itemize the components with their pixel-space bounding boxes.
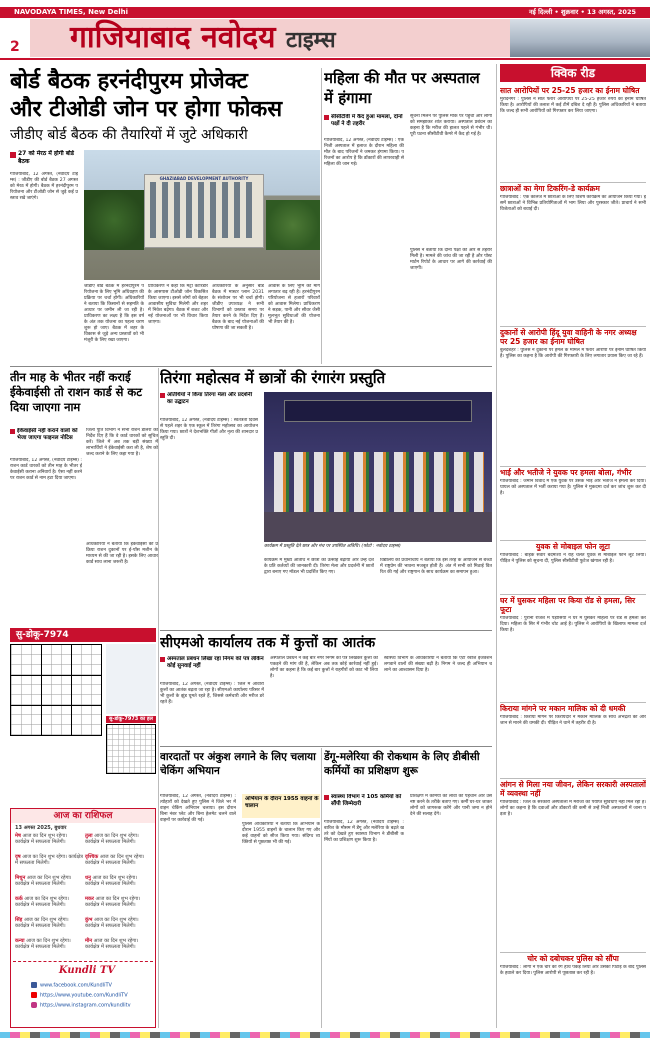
rashifal-sign: वृष आज का दिन शुभ रहेगा। कार्यक्षेत्र में सफलता मिलेगी। — [15, 854, 83, 866]
cmo-dogs-body-col2: अस्पताल प्रबंधन ने कई बार नगर निगम को पत्र लिखकर कुत्तों को पकड़ने की मांग की है, लेकिन अब तक कोई कार्रवाई नहीं हुई। लोगों का कहना है कि कई बार कुत्तों ने राहगीरों को काट भी लिया है। — [270, 656, 378, 679]
rashifal-sign: मीन आज का दिन शुभ रहेगा। कार्यक्षेत्र में सफलता मिलेगी। — [85, 938, 139, 950]
lead-bullet-box — [10, 150, 78, 170]
students-group — [274, 452, 484, 512]
tiranga-story — [160, 368, 492, 630]
divider — [500, 778, 646, 779]
lead-photo-building — [84, 150, 320, 280]
quick-read-headline-7: किराया मांगने पर मकान मालिक को दी धमकी — [500, 704, 626, 713]
lead-body-col1: गाजियाबाद, 12 अगस्त, (नवोदय टाइम्स) : जीडीए की बोर्ड बैठक 27 अगस्त को मेरठ में होगी। बैठक में हरनंदीपुरम परियोजना और टीओडी जोन से जुड़े कई प्रस्ताव रखे जाएंगे। — [10, 172, 78, 201]
page-number: 2 — [10, 39, 20, 55]
facebook-icon — [31, 982, 37, 988]
rashifal-sign: धनु आज का दिन शुभ रहेगा। कार्यक्षेत्र में सफलता मिलेगी। — [85, 875, 138, 887]
divider — [500, 952, 646, 953]
rashifal-box — [10, 808, 156, 1028]
quick-read-body-2: गाजियाबाद : एक कॉलेज में छात्राओं के लिए विशेष कार्यक्रम का आयोजन किया गया। इसमें छात्राओं ने विभिन्न प्रतियोगिताओं में भाग लिया और पुरस्कार जीते। प्राचार्य ने सभी विजेताओं को बधाई दी। — [500, 195, 646, 212]
masthead-rule — [0, 58, 650, 60]
rashifal-date: 13 अगस्त 2025, बुधवार — [15, 825, 67, 831]
quick-read-headline-6: घर में घुसकर महिला पर किया रॉड से हमला, सिर फूटा — [500, 596, 636, 614]
lead-story — [10, 68, 320, 364]
lead-body-col4: अधिकारियों के अनुसार बोर्ड बैठक में मास्टर प्लान 2031 के संशोधन पर भी चर्चा होगी। जीडीए उपाध्यक्ष ने सभी विभागों को प्रस्ताव समय पर तैयार करने के निर्देश दिए हैं। बैठक के बाद नई योजनाओं की घोषणा की जा सकती है। — [212, 284, 264, 331]
lead-headline-1: बोर्ड बैठक हरनंदीपुरम प्रोजेक्ट — [10, 69, 248, 94]
bullet-marker — [324, 795, 329, 800]
woman-death-bullet-box — [324, 114, 404, 134]
masthead — [0, 0, 650, 58]
quick-read-title: क्विक रीड — [550, 66, 596, 80]
bullet-marker — [324, 115, 329, 120]
dengue-body-col1: गाजियाबाद, 12 अगस्त, (नवोदय टाइम्स) : बारिश के मौसम में डेंगू और मलेरिया के बढ़ते खतरे को देखते हुए स्वास्थ्य विभाग ने डीबीसी कर्मियों का प्रशिक्षण शुरू किया है। — [324, 820, 404, 843]
woman-death-body-col3: पुलिस ने बताया कि दोनों पक्षों की ओर से तहरीर मिली है। मामले की जांच की जा रही है और पोस्टमार्टम रिपोर्ट के आधार पर आगे की कार्रवाई की जाएगी। — [410, 248, 492, 271]
column-rule — [321, 748, 322, 1028]
woman-death-body-col2: सूचना मिलने पर पुलिस मौके पर पहुंची और लोगों को समझाकर शांत कराया। अस्पताल प्रबंधन का कहना है कि मरीज की हालत पहले से गंभीर थी। पूरी घटना सीसीटीवी कैमरे में कैद हो गई है। — [410, 114, 492, 137]
edition-tag: NAVODAYA TIMES, New Delhi — [14, 8, 128, 16]
bullet-marker — [160, 657, 165, 662]
ekyc-body-col1: गाजियाबाद, 12 अगस्त, (नवोदय टाइम्स) : राशन कार्ड धारकों को तीन माह के भीतर ईकेवाईसी कराना अनिवार्य है। ऐसा नहीं करने पर राशन कार्ड से नाम हटा दिया जाएगा। — [10, 458, 82, 481]
ankush-bullet-box — [242, 794, 320, 818]
quick-read-headline-5: युवक से मोबाइल फोन लूटा — [536, 542, 610, 551]
ekyc-story — [10, 366, 156, 626]
divider — [160, 746, 492, 747]
column-rule — [321, 68, 322, 364]
bullet-marker — [10, 429, 15, 434]
bullet-marker — [160, 393, 165, 398]
woman-death-bullet: सीसीटीवी में कैद हुआ मामला, दोनों पक्षों ने दी तहरीर — [331, 114, 403, 127]
ankush-headline: वारदातों पर अंकुश लगाने के लिए चलाया चेकिंग अभियान — [160, 751, 316, 777]
ekyc-body-col3: अधिकारियों ने बताया कि ईकेवाईसी की प्रक्रिया राशन दुकानों पर ई-पॉस मशीन के माध्यम से की जा रही है। इसके लिए आधार कार्ड साथ लाना जरूरी है। — [86, 542, 158, 565]
quick-read-body-3: बुलंदशहर : पुलिस ने दुकानों पर हमले के मामले में फरार आरोपी पर ईनाम घोषित किया है। पुलिस का कहना है कि आरोपी की गिरफ्तारी के लिए लगातार प्रयास किए जा रहे हैं। — [500, 348, 646, 359]
kundli-link-youtube[interactable]: https://www.youtube.com/KundliTV — [31, 992, 153, 1000]
bullet-marker — [10, 152, 16, 158]
tiranga-body-col1: गाजियाबाद, 12 अगस्त, (नवोदय टाइम्स) : स्वतंत्रता दिवस से पहले शहर के एक स्कूल में तिरंगा महोत्सव का आयोजन किया गया। छात्रों ने देशभक्ति गीतों और नृत्य की शानदार प्रस्तुति दी। — [160, 418, 258, 441]
tree-left — [84, 190, 144, 250]
stage-floor — [264, 512, 492, 542]
rashifal-sign: कन्या आज का दिन शुभ रहेगा। कार्यक्षेत्र में सफलता मिलेगी। — [15, 938, 71, 950]
divider — [500, 540, 646, 541]
sudoku-box — [10, 628, 156, 804]
sudoku-answer-label: सु-डोकू-7973 का हल — [106, 716, 156, 723]
rashifal-sign: तुला आज का दिन शुभ रहेगा। कार्यक्षेत्र में सफलता मिलेगी। — [85, 833, 139, 845]
lead-body-col2: जीडीए बोर्ड बैठक में हरनंदीपुरम परियोजना के लिए भूमि अधिग्रहण की प्रक्रिया पर चर्चा होगी। अधिकारियों ने बताया कि किसानों से सहमति के आधार पर जमीन ली जा रही है। प्राधिकरण का लक्ष्य है कि इस वर्ष के अंत तक योजना का पहला चरण शुरू हो जाए। बैठक में शहर के विकास से जुड़े अन्य प्रस्तावों को भी मंजूरी के लिए रखा जाएगा। — [84, 284, 144, 343]
quick-read-headline-8: आंगन से मिला नया जीवन, लेकिन सरकारी अस्पतालों में व्यवस्था नहीं — [500, 780, 646, 798]
tiranga-body-col2: कार्यक्रम में मुख्य अतिथि ने छात्रों का उत्साह बढ़ाया और उन्हें देश के प्रति कर्तव्यों की जानकारी दी। तिरंगा मेला और प्रदर्शनी में छात्रों द्वारा बनाए गए मॉडल भी प्रदर्शित किए गए। — [264, 558, 374, 575]
quick-read-sidebar — [500, 64, 646, 1024]
woman-death-headline: महिला की मौत पर अस्पताल में हंगामा — [324, 69, 480, 107]
rashifal-signs-left — [15, 833, 83, 959]
divider — [500, 182, 646, 183]
divider — [500, 466, 646, 467]
rashifal-title: आज का राशिफल — [53, 811, 113, 821]
ekyc-body-col2: जिला पूर्ति विभाग ने सभी राशन डीलरों को निर्देश दिए हैं कि वे कार्ड धारकों को सूचित करें। जिले में अब तक बड़ी संख्या में लाभार्थियों ने ईकेवाईसी करा ली है, शेष को जल्द कराने के लिए कहा गया है। — [86, 428, 158, 457]
quick-read-body-4: गाजियाबाद : जमीन विवाद में एक युवक पर उसके भाई और भतीजे ने हमला कर दिया। घायल को अस्पताल में भर्ती कराया गया है। पुलिस ने मुकदमा दर्ज कर जांच शुरू कर दी है। — [500, 479, 646, 496]
lead-body-col3: प्राधिकरण ने कहा कि मेट्रो कॉरिडोर के आसपास टीओडी जोन विकसित किया जाएगा। इससे लोगों को बेहतर आवासीय सुविधा मिलेगी और शहर में निवेश बढ़ेगा। बैठक में बजट और नई योजनाओं पर भी विचार किया जाएगा। — [148, 284, 208, 325]
tree-right — [266, 200, 320, 250]
ekyc-bullet: ईकेवाईसी नहीं कराने वालों को भेजा जाएगा फाइनल नोटिस — [17, 428, 78, 441]
tiranga-bullet-box — [160, 392, 256, 414]
kundli-ad[interactable] — [13, 961, 153, 1025]
rashifal-sign: मिथुन आज का दिन शुभ रहेगा। कार्यक्षेत्र में सफलता मिलेगी। — [15, 875, 72, 887]
cmo-dogs-story — [160, 634, 492, 746]
cmo-dogs-body-col3: स्वास्थ्य विभाग के अधिकारियों ने बताया कि एंटी रेबीज इंजेक्शन लगवाने वालों की संख्या बढ़ी है। निगम ने जल्द ही अभियान चलाने का आश्वासन दिया है। — [384, 656, 492, 673]
tiranga-photo — [264, 392, 492, 542]
tiranga-body-col3: विद्यालय की प्रधानाचार्य ने बताया कि इस तरह के आयोजन से बच्चों में राष्ट्रप्रेम की भावना मजबूत होती है। अंत में सभी को मिठाई वितरित की गई और राष्ट्रगान के साथ कार्यक्रम का समापन हुआ। — [380, 558, 492, 575]
quick-read-body-1: मुरादनगर : पुलिस ने सात फरार आरोपियों पर 25-25 हजार रुपये का ईनाम घोषित किया है। आरोपियों की तलाश में कई टीमें दबिश दे रही हैं। पुलिस अधिकारियों ने बताया कि जल्द ही सभी आरोपियों को गिरफ्तार कर लिया जाएगा। — [500, 97, 646, 114]
quick-read-headline-2: छात्राओं का मेगा टिकरिंग-डे कार्यक्रम — [500, 184, 600, 193]
quick-read-body-8: गाजियाबाद : जिले के सरकारी अस्पतालों में मरीजों को पर्याप्त सुविधाएं नहीं मिल रही हैं। लोगों का कहना है कि दवाओं और डॉक्टरों की कमी से उन्हें निजी अस्पतालों में जाना पड़ता है। — [500, 800, 646, 817]
quick-read-headline-9: चोर को दबोचकर पुलिस को सौंपा — [527, 954, 619, 963]
quick-read-headline-1: सात आरोपियों पर 25-25 हजार का ईनाम घोषित — [500, 86, 640, 95]
woman-death-story — [324, 68, 492, 364]
cmo-dogs-bullet-box — [160, 656, 264, 680]
ankush-body-col2: पुलिस अधिकारियों ने बताया कि अभियान के दौरान 1955 वाहनों के चालान किए गए और कई वाहनों को सीज किया गया। संदिग्ध व्यक्तियों से पूछताछ भी की गई। — [242, 822, 320, 845]
sudoku-title: सु-डोकू-7974 — [16, 630, 69, 640]
dengue-bullet-box — [324, 794, 404, 818]
rashifal-sign: कुंभ आज का दिन शुभ रहेगा। कार्यक्षेत्र में सफलता मिलेगी। — [85, 917, 139, 929]
quick-read-body-7: गाजियाबाद : किराया मांगने पर किरायेदार ने मकान मालिक के साथ अभद्रता की और जान से मारने की धमकी दी। पीड़ित ने थाने में तहरीर दी है। — [500, 715, 646, 726]
column-rule — [158, 368, 159, 1028]
divider — [10, 366, 492, 367]
column-rule — [496, 64, 497, 1028]
ekyc-bullet-box — [10, 428, 86, 456]
stage-banner — [284, 400, 472, 422]
rashifal-signs-right — [85, 833, 153, 959]
kundli-logo: Kundli TV — [58, 965, 116, 976]
cmo-dogs-headline: सीएमओ कार्यालय तक में कुत्तों का आतंक — [160, 635, 376, 651]
building-windows — [150, 182, 258, 238]
quick-read-body-9: गाजियाबाद : लोगों ने एक चोर को रंगे हाथ पकड़ लिया और उसकी पिटाई के बाद पुलिस के हवाले कर दिया। पुलिस आरोपी से पूछताछ कर रही है। — [500, 965, 646, 976]
sudoku-instructions — [106, 644, 156, 714]
rashifal-sign: मेष आज का दिन शुभ रहेगा। कार्यक्षेत्र में सफलता मिलेगी। — [15, 833, 68, 845]
rashifal-sign: कर्क आज का दिन शुभ रहेगा। कार्यक्षेत्र में सफलता मिलेगी। — [15, 896, 69, 908]
ankush-body-col1: गाजियाबाद, 12 अगस्त, (नवोदय टाइम्स) : त्योहारों को देखते हुए पुलिस ने जिले भर में वाहन चेकिंग अभियान चलाया। इस दौरान बिना नंबर प्लेट और बिना हेलमेट चलने वाले वाहनों पर कार्रवाई की गई। — [160, 794, 236, 823]
quick-read-body-6: गाजियाबाद : पुरानी रंजिश में पड़ोसियों ने घर में घुसकर महिला पर रॉड से हमला कर दिया। महिला के सिर में गंभीर चोट आई है। पुलिस ने आरोपियों के खिलाफ मामला दर्ज किया है। — [500, 616, 646, 633]
quick-read-headline-4: भाई और भतीजे ने युवक पर हमला बोला, गंभीर — [500, 468, 632, 477]
rashifal-sign: मकर आज का दिन शुभ रहेगा। कार्यक्षेत्र में सफलता मिलेगी। — [85, 896, 141, 908]
ankush-bullet: अभियान के दौरान 1955 वाहनों के चालान — [245, 796, 319, 809]
masthead-title-suffix: टाइम्स — [286, 28, 336, 53]
ankush-story — [160, 748, 320, 1028]
youtube-icon — [31, 992, 37, 998]
divider — [160, 630, 492, 631]
sudoku-grid[interactable] — [10, 644, 102, 736]
building-label: GHAZIABAD DEVELOPMENT AUTHORITY — [159, 176, 249, 181]
rashifal-sign: वृश्चिक आज का दिन शुभ रहेगा। कार्यक्षेत्र में सफलता मिलेगी। — [85, 854, 145, 866]
lead-headline-2: और टीओडी जोन पर होगा फोकस — [10, 97, 283, 122]
masthead-city-photo — [510, 19, 650, 57]
divider — [500, 702, 646, 703]
dengue-bullet: स्वास्थ्य विभाग ने 105 कर्मियों को सौंपी जिम्मेदारी — [331, 794, 402, 807]
lead-subhead: जीडीए बोर्ड बैठक की तैयारियों में जुटे अधिकारी — [10, 127, 248, 143]
ekyc-headline: तीन माह के भीतर नहीं कराई ईकेवाईसी तो राशन कार्ड से कट दिया जाएगा नाम — [10, 370, 143, 414]
instagram-icon — [31, 1002, 37, 1008]
quick-read-headline-3: दुकानों से आरोपी हिंदू युवा वाहिनी के नगर अध्यक्ष पर 25 हजार का ईनाम घोषित — [500, 328, 637, 346]
date-line: नई दिल्ली • शुक्रवार • 13 अगस्त, 2025 — [529, 8, 636, 16]
dengue-headline: डेंगू-मलेरिया की रोकथाम के लिए डीबीसी कर्मियों का प्रशिक्षण शुरू — [324, 751, 480, 777]
masthead-title-main: गाजियाबाद नवोदय — [70, 20, 276, 55]
dengue-body-col2: प्रशिक्षण में कर्मियों को लार्वा की पहचान और उसे नष्ट करने के तरीके बताए गए। कर्मी घर-घर जाकर लोगों को जागरूक करेंगे और पानी जमा न होने देने की सलाह देंगे। — [410, 794, 492, 817]
lead-bullet: 27 को मेरठ में होगी बोर्ड बैठक — [18, 150, 74, 165]
tiranga-photo-caption: कार्यक्रम में प्रस्तुति देते छात्र और मंच पर उपस्थित अतिथि। (फोटो : नवोदय टाइम्स) — [264, 544, 401, 549]
dengue-story — [324, 748, 492, 1028]
masthead-title — [70, 19, 336, 57]
kundli-link-facebook[interactable]: www.facebook.com/KundliTV — [31, 982, 153, 990]
quick-read-body-5: गाजियाबाद : बाइक सवार बदमाशों ने राह चलते युवक से मोबाइल फोन लूट लिया। पीड़ित ने पुलिस को सूचना दी, पुलिस सीसीटीवी फुटेज खंगाल रही है। — [500, 553, 646, 564]
tiranga-headline: तिरंगा महोत्सव में छात्रों की रंगारंग प्रस्तुति — [160, 369, 386, 387]
tiranga-bullet: अतिथियों ने किया तिरंगा मेला और प्रदर्शनी का उद्घाटन — [167, 392, 253, 405]
kundli-link-instagram[interactable]: https://www.instagram.com/kundlitv — [31, 1002, 153, 1010]
woman-death-body-col1: गाजियाबाद, 12 अगस्त, (नवोदय टाइम्स) : एक निजी अस्पताल में इलाज के दौरान महिला की मौत के बाद परिजनों ने जमकर हंगामा किया। परिजनों का आरोप है कि डॉक्टरों की लापरवाही से महिला की जान गई। — [324, 138, 404, 167]
rashifal-sign: सिंह आज का दिन शुभ रहेगा। कार्यक्षेत्र में सफलता मिलेगी। — [15, 917, 69, 929]
cmo-dogs-body-col1: गाजियाबाद, 12 अगस्त, (नवोदय टाइम्स) : जिले में आवारा कुत्तों का आतंक बढ़ता जा रहा है। सीएमओ कार्यालय परिसर में भी कुत्तों के झुंड घूमते रहते हैं, जिससे कर्मचारी और मरीज डरे रहते हैं। — [160, 682, 264, 705]
print-color-bar — [0, 1032, 650, 1038]
cmo-dogs-bullet: अस्पताल प्रबंधन लिखा रहा निगम को पत्र लेकिन कोई सुनवाई नहीं — [167, 656, 264, 669]
sudoku-answer-grid — [106, 724, 156, 774]
lead-body-col5: आवास के लिए भूमि की मांग लगातार बढ़ रही है। हरनंदीपुरम परियोजना से हजारों परिवारों को आवास मिलेगा। प्राधिकरण ने सड़क, पानी और सीवर जैसी मूलभूत सुविधाओं की योजना भी तैयार की है। — [268, 284, 320, 325]
divider — [500, 326, 646, 327]
divider — [500, 594, 646, 595]
